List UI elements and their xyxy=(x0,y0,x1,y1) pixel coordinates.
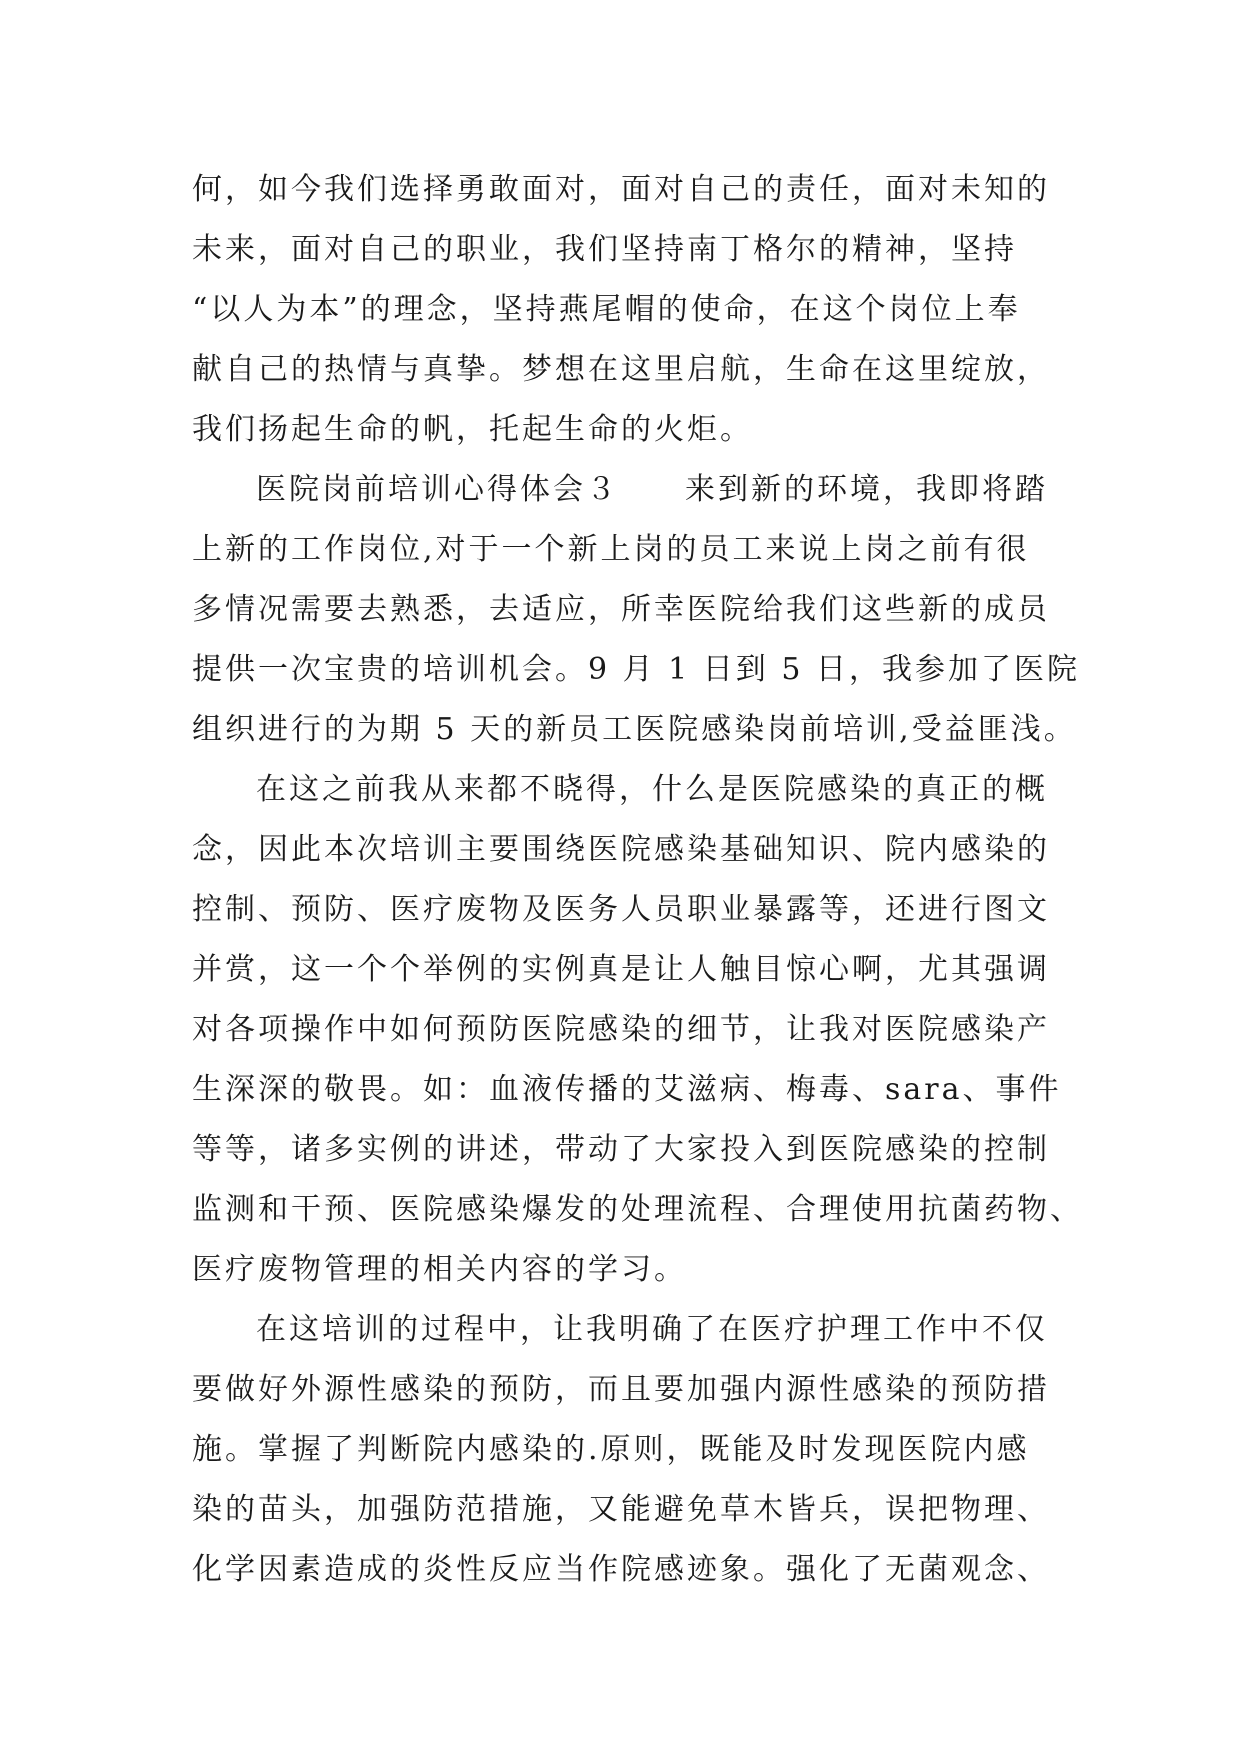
text-line: 生深深的敬畏。如：血液传播的艾滋病、梅毒、sara、事件 xyxy=(192,1072,1062,1107)
text-line: 何，如今我们选择勇敢面对，面对自己的责任，面对未知的 xyxy=(192,172,1050,207)
text-line: 对各项操作中如何预防医院感染的细节，让我对医院感染产 xyxy=(192,1012,1050,1047)
text-line: 监测和干预、医院感染爆发的处理流程、合理使用抗菌药物、 xyxy=(192,1192,1083,1227)
text-line: “以人为本”的理念，坚持燕尾帽的使命，在这个岗位上奉 xyxy=(192,292,1021,327)
text-line: 未来，面对自己的职业，我们坚持南丁格尔的精神，坚持 xyxy=(192,232,1017,267)
text-line: 念，因此本次培训主要围绕医院感染基础知识、院内感染的 xyxy=(192,832,1050,867)
text-line: 提供一次宝贵的培训机会。9 月 1 日到 5 日，我参加了医院 xyxy=(192,652,1080,687)
text-line: 我们扬起生命的帆，托起生命的火炬。 xyxy=(192,412,753,447)
text-line: 等等，诸多实例的讲述，带动了大家投入到医院感染的控制 xyxy=(192,1132,1050,1167)
text-line: 多情况需要去熟悉，去适应，所幸医院给我们这些新的成员 xyxy=(192,592,1050,627)
paragraph-start-line: 在这之前我从来都不晓得，什么是医院感染的真正的概 xyxy=(256,772,1048,807)
text-line: 要做好外源性感染的预防，而且要加强内源性感染的预防措 xyxy=(192,1372,1050,1407)
paragraph-start-line: 在这培训的过程中，让我明确了在医疗护理工作中不仅 xyxy=(256,1312,1048,1347)
text-line: 献自己的热情与真挚。梦想在这里启航，生命在这里绽放， xyxy=(192,352,1050,387)
text-line: 控制、预防、医疗废物及医务人员职业暴露等，还进行图文 xyxy=(192,892,1050,927)
text-line: 化学因素造成的炎性反应当作院感迹象。强化了无菌观念、 xyxy=(192,1552,1050,1587)
text-line: 染的苗头，加强防范措施，又能避免草木皆兵，误把物理、 xyxy=(192,1492,1050,1527)
text-line: 上新的工作岗位,对于一个新上岗的员工来说上岗之前有很 xyxy=(192,532,1030,567)
text-line: 组织进行的为期 5 天的新员工医院感染岗前培训,受益匪浅。 xyxy=(192,712,1077,747)
text-line: 医疗废物管理的相关内容的学习。 xyxy=(192,1252,687,1287)
text-line: 施。掌握了判断院内感染的.原则，既能及时发现医院内感 xyxy=(192,1432,1030,1467)
section-heading-line: 医院岗前培训心得体会３ 来到新的环境，我即将踏 xyxy=(256,472,1048,507)
document-body xyxy=(192,160,1083,1600)
text-line: 并赏，这一个个举例的实例真是让人触目惊心啊，尤其强调 xyxy=(192,952,1050,987)
